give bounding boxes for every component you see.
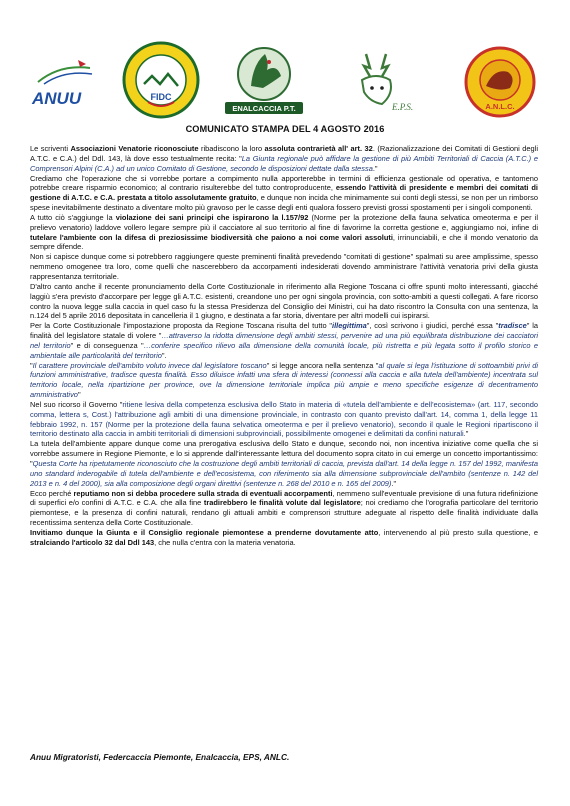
text: , e dunque non incida che minimamente sui conti degli stessi, se non per un rimborso spese inevitabilmente destinato a diventare molto più gravoso per le casse degli enti qualora fossero previsti grossi spostamenti per i singoli componenti. — [30, 193, 538, 213]
text: ". — [161, 350, 167, 360]
text-bold: tradirebbero le finalità volute dal legislatore — [203, 498, 361, 508]
paragraph-3 — [30, 213, 538, 252]
text: Ecco perché — [30, 488, 74, 498]
text: . (Razionalizzazione dei Comitati di Gestioni degli A.T.C. e C.A.) del Ddl. 143, là dove esso testualmente recita: " — [30, 144, 538, 163]
quote: Il carattere provinciale dell'ambito voluto invece dal legislatore toscano — [32, 360, 267, 370]
text: " la finalità del legislatore statale di volere " — [30, 321, 539, 341]
anlc-mark: A.N.L.C. — [485, 102, 515, 111]
text: Le scriventi — [30, 144, 71, 153]
text-bold: Associazioni Venatorie riconosciute — [70, 144, 199, 153]
enalcaccia-text: ENALCACCIA P.T. — [232, 104, 296, 113]
text: ." — [372, 163, 378, 173]
text: , intervenendo al più presto sulla questione, e — [378, 527, 538, 537]
text: Crediamo che l'operazione che si vorrebbe portare a compimento nulla apporterebbe in termini di efficienza gestionale od operativa, e tantomeno potrebbe creare risparmio economico; al contrario risulterebbe del tutto controproducente, — [30, 173, 538, 193]
text-bold: tutelare l'ambiente con la difesa di preziosissime biodiversità che paiono a noi come valori assoluti — [30, 232, 393, 242]
paragraph-2 — [30, 174, 538, 213]
anuu-logo-text: ANUU — [32, 89, 82, 108]
page-title: COMUNICATO STAMPA DEL 4 AGOSTO 2016 — [185, 124, 385, 134]
anlc-logo — [462, 46, 538, 118]
anuu-logo — [30, 54, 112, 114]
text-bold: violazione dei sani principi che ispirarono la l.157/92 — [115, 212, 309, 222]
quote: La Giunta regionale può affidare la gestione di più Ambiti Territoriali di Caccia (A.T.C.) e Comprensori Alpini (C.A.) ad un unico Comitato di Gestione, secondo le disposizioni dettate dalla stessa — [30, 153, 538, 173]
paragraph-1 — [30, 144, 538, 174]
text: La tutela dell'ambiente appare dunque come una prerogativa esclusiva dello Stato e dunque, secondo noi, non incentiva iniziative come quella che si vorrebbe assumere in Regione Piemonte, e lo si apprende dall'interessante lettura del documento sopra citato in cui emerge un concetto importantissimo: " — [30, 439, 538, 468]
text: A tutto ciò s'aggiunge la — [30, 212, 116, 222]
paragraph-5: D'altro canto anche il recente pronunciamento della Corte Costituzionale in riferimento alla Regione Toscana ci offre spunti molto interessanti, giacché laggiù s'era previsto d'accorpare per legge gli A.T.C. esistenti, creandone uno per ogni singola provincia, con sotto-ambiti a questi collegati. A fare ricorso contro la nuova legge sulla caccia in quel caso fu la stessa Presidenza del Consiglio dei Ministri, cui ha dato riscontro la Consulta con una sentenza, la n.124 del 5 aprile 2016 depositata in cancelleria il 1 giugno, e destinata a far storia, diventare per altri modelli cui ispirarsi. — [30, 281, 538, 321]
text: , irrinunciabili, e che il mondo venatorio da sempre difende. — [30, 232, 538, 252]
paragraph-7 — [30, 361, 538, 400]
paragraph-10 — [30, 489, 538, 548]
paragraph-9 — [30, 439, 538, 488]
paragraph-4: Non si capisce dunque come si potrebbero raggiungere queste preminenti finalità prevedendo "comitati di gestione" spalmati su aree amplissime, spesso nemmeno omogenee tra loro, come quelli che nascerebbero da accorpamenti indesiderati dovendo amministrare l'attività venatoria privi della giusta rappresentanza territoriale. — [30, 252, 538, 281]
quote: Questa Corte ha ripetutamente riconosciuto che la costruzione degli ambiti territoriali di caccia, prevista dall'art. 14 della legge n. 157 del 1992, manifesta uno standard inderogabile di tutela dell'ambiente e dell'ecosistema, con riferimento sia alla dimensione subprovinciale dell'ambito (sentenze n. 142 del 2013 e n. 4 del 2000), sia alla composizione degli organi direttivi (sentenze n. 268 del 2010 e n. 165 del 2009) — [30, 459, 538, 488]
text: ", così scrivono i giudici, perché essa " — [366, 321, 499, 331]
quote-bold: illegittima — [332, 321, 367, 331]
text: " si legge ancora nella sentenza " — [266, 360, 379, 370]
text-bold: reputiamo non si debba procedere sulla strada di eventuali accorpamenti — [73, 488, 333, 498]
text: " — [30, 360, 33, 370]
text-bold: assoluta contrarietà all' art. 32 — [264, 144, 373, 153]
text: , nemmeno sull'eventuale previsione di una futura ridefinizione di superfici e/o confini di A.T.C. e C.A. che alla fine — [30, 488, 538, 508]
eps-logo — [342, 46, 422, 118]
press-release-body — [30, 144, 538, 548]
text: " e di conseguenza " — [70, 340, 144, 350]
quote: ritiene lesiva della competenza esclusiva dello Stato in materia di «tutela dell'ambiente e dell'ecosistema» (art. 117, secondo comma, lettera s, Cost.) l'attribuzione agli ambiti di una dimensione provinciale, in contrasto con quanto previsto dall'art. 14, comma 1, della legge 11 febbraio 1992, n. 157 (Norme per la protezione della fauna selvatica omeoterma e per il prelievo venatorio), secondo il quale le Regioni ripartiscono il territorio destinato alla caccia in ambiti territoriali di dimensioni subprovinciali, possibilmente omogenei e delimitati da confini naturali. — [30, 399, 538, 439]
text: Nel suo ricorso il Governo " — [30, 399, 123, 409]
text: ; noi crediamo che l'orografia particolare del territorio piemontese, e la presenza di confini naturali, rendano gli attuali ambiti e comprensori strutture adeguate al rispetto delle finalità individuate dalla recentissima sentenza della Corte Costituzionale. — [30, 498, 539, 528]
text-bold: stralciando l'articolo 32 dal Ddl 143 — [30, 537, 155, 547]
fidc-logo — [122, 40, 200, 120]
paragraph-8 — [30, 400, 538, 439]
text: " — [77, 390, 81, 400]
text: Per la Corte Costituzionale l'impostazione proposta da Regione Toscana risulta del tutto " — [30, 321, 333, 331]
text: ribadiscono la loro — [198, 144, 265, 153]
eps-text: E.P.S. — [392, 102, 414, 112]
paragraph-6 — [30, 321, 538, 360]
text: ." — [391, 478, 397, 488]
fidc-mark: FIDC — [150, 92, 172, 102]
text-bold: essendo l'attività di presidente e membri dei comitati di gestione di A.T.C. e C.A. prestata a titolo assolutamente gratuito — [30, 183, 538, 203]
association-logos — [30, 40, 540, 120]
text: , che nulla c'entra con la materia venatoria. — [154, 537, 296, 547]
quote: …conferire specifico rilievo alla dimensione della comunità locale, più ristretta e più legata sotto il profilo storico e ambientale alle particolarità del territorio — [30, 340, 538, 360]
quote: …attraverso la ridotta dimensione degli ambiti stessi, pervenire ad una più equilibrata distribuzione dei cacciatori nel territorio — [30, 331, 539, 350]
text: (Norme per la protezione della fauna selvatica omeoterma e per il prelievo venatorio) laddove vollero legare sempre più il cacciatore al suo territorio al fine di favorirne la corretta gestione e, aggiungiamo noi, infine di — [30, 212, 538, 232]
signature: Anuu Migratoristi, Federcaccia Piemonte, Enalcaccia, EPS, ANLC. — [30, 752, 290, 762]
enalcaccia-logo — [223, 40, 305, 120]
text-bold: Invitiamo dunque la Giunta e il Consiglio regionale piemontese a prenderne dovutamente atto — [30, 527, 379, 537]
text: " — [465, 429, 469, 439]
quote-bold: tradisce — [498, 321, 527, 331]
quote: al quale si lega l'istituzione di sottoambiti privi di funzioni amministrative, tradisce questa finalità. Esso diluisce infatti una sfera di interessi (connessi alla caccia e alla tutela dell'ambiente) incentrata sul territorio locale, nella ripartizione per province, ove la dimensione territoriale implica più ampie e meno specifiche esigenze di decentramento amministrativo — [30, 360, 539, 400]
